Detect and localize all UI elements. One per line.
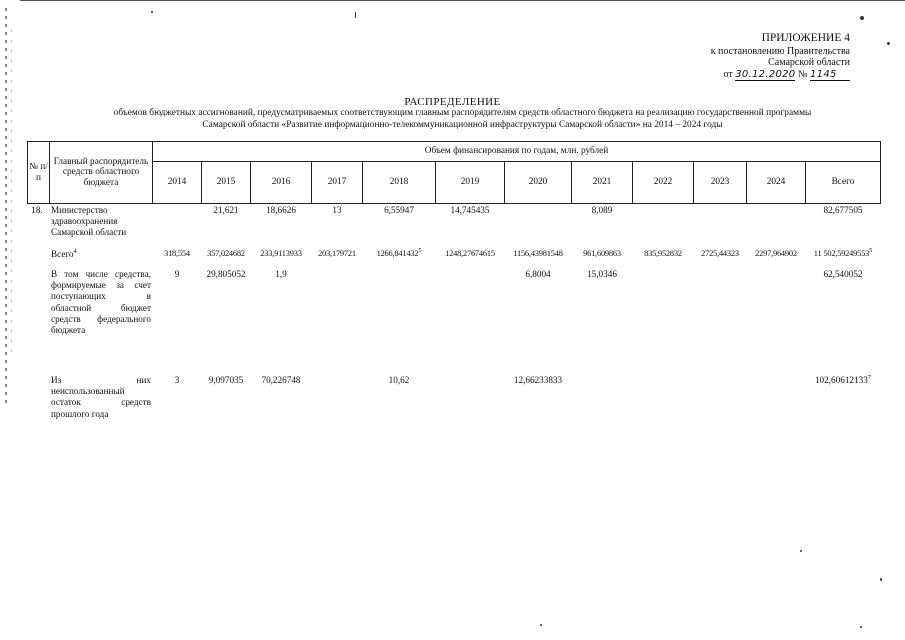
- col-year-header: 2023: [694, 162, 747, 204]
- row-label: Из них неиспользованный остаток средств прошлого года: [51, 375, 151, 419]
- table-cell: 2725,44323: [701, 249, 739, 258]
- table-cell: 29,805052: [206, 269, 246, 279]
- appendix-line3: Самарской области: [768, 57, 850, 68]
- date-prefix: от: [723, 68, 733, 80]
- table-cell: 14,745435: [450, 205, 490, 215]
- number-value: 1145: [810, 69, 850, 82]
- footnote-marker: 7: [867, 374, 872, 381]
- table-cell: 13: [332, 205, 342, 215]
- col-funding-header: Объем финансирования по годам, млн. рублей: [153, 142, 881, 162]
- table-cell: 1156,43981548: [513, 249, 563, 258]
- row-label: Всего$^4$: [51, 248, 77, 259]
- footnote-marker: 5: [869, 247, 873, 254]
- table-cell: 11 502,59249553$^5$: [813, 247, 873, 258]
- col-year-header: 2014: [153, 162, 202, 204]
- table-cell: 357,024682: [207, 249, 245, 258]
- table-cell: 12,66233833: [513, 375, 563, 385]
- subtitle-line2: Самарской области «Развитие информационно-телекоммуникационной инфраструктуры Самарской области» на 2014 – 2024 годы: [202, 120, 723, 130]
- col-year-header: 2015: [202, 162, 251, 204]
- col-year-header: 2020: [505, 162, 572, 204]
- table-cell: 18,6626: [266, 205, 296, 215]
- col-year-header: 2017: [312, 162, 363, 204]
- subtitle-line1: объемов бюджетных ассигнований, предусматриваемых соответствующим главным распорядителям средств областного бюджета на реализацию государственной программы: [113, 108, 812, 118]
- row-label: В том числе средства, формируемые за счет поступающих в областной бюджет средств федерального бюджета: [51, 269, 151, 336]
- col-year-header: 2022: [633, 162, 694, 204]
- table-cell: 70,226748: [261, 375, 301, 385]
- table-cell: 9,097035: [208, 375, 244, 385]
- date-value: 30.12.2020: [735, 68, 796, 80]
- col-year-header: 2019: [436, 162, 505, 204]
- table-cell: 6,55947: [384, 205, 414, 215]
- document-title: РАСПРЕДЕЛЕНИЕ: [404, 96, 501, 108]
- table-cell: 3: [174, 375, 180, 385]
- table-cell: 318,554: [164, 249, 190, 258]
- table-cell: 21,621: [213, 205, 239, 215]
- table-cell: 961,609863: [583, 249, 621, 258]
- table-cell: 10,62: [388, 375, 410, 385]
- table-cell: 1,9: [275, 269, 287, 279]
- number-prefix: №: [797, 68, 808, 80]
- footnote-marker: 5: [418, 247, 422, 254]
- row-label: Министерство здравоохранения Самарской области: [51, 205, 127, 238]
- table-cell: 1266,841432$^5$: [376, 247, 422, 258]
- col-distributor-header: Главный распорядитель средств областного бюджета: [50, 142, 153, 204]
- col-year-header: 2021: [572, 162, 633, 204]
- table-cell: 62,540052: [823, 269, 863, 279]
- table-cell: 9: [174, 269, 180, 279]
- col-num-header: № п/п: [28, 142, 50, 204]
- table-cell: 82,677505: [823, 205, 863, 215]
- table-cell: 2297,964902: [755, 249, 797, 258]
- col-total-header: Всего: [806, 162, 881, 204]
- appendix-title: ПРИЛОЖЕНИЕ 4: [761, 32, 850, 44]
- table-cell: 8,089: [591, 205, 613, 215]
- table-cell: 835,952832: [644, 249, 682, 258]
- col-year-header: 2024: [747, 162, 806, 204]
- col-year-header: 2016: [251, 162, 312, 204]
- table-cell: 15,0346: [587, 269, 617, 279]
- row-number: 18.: [31, 205, 43, 215]
- table-cell: 1248,27674615: [445, 249, 495, 258]
- table-cell: 6,8004: [525, 269, 551, 279]
- appendix-line2: к постановлению Правительства: [710, 45, 850, 57]
- table-cell: 102,60612133$^7$: [814, 374, 872, 385]
- table-cell: 203,179721: [318, 249, 356, 258]
- table-cell: 233,9113933: [260, 249, 302, 258]
- col-year-header: 2018: [363, 162, 436, 204]
